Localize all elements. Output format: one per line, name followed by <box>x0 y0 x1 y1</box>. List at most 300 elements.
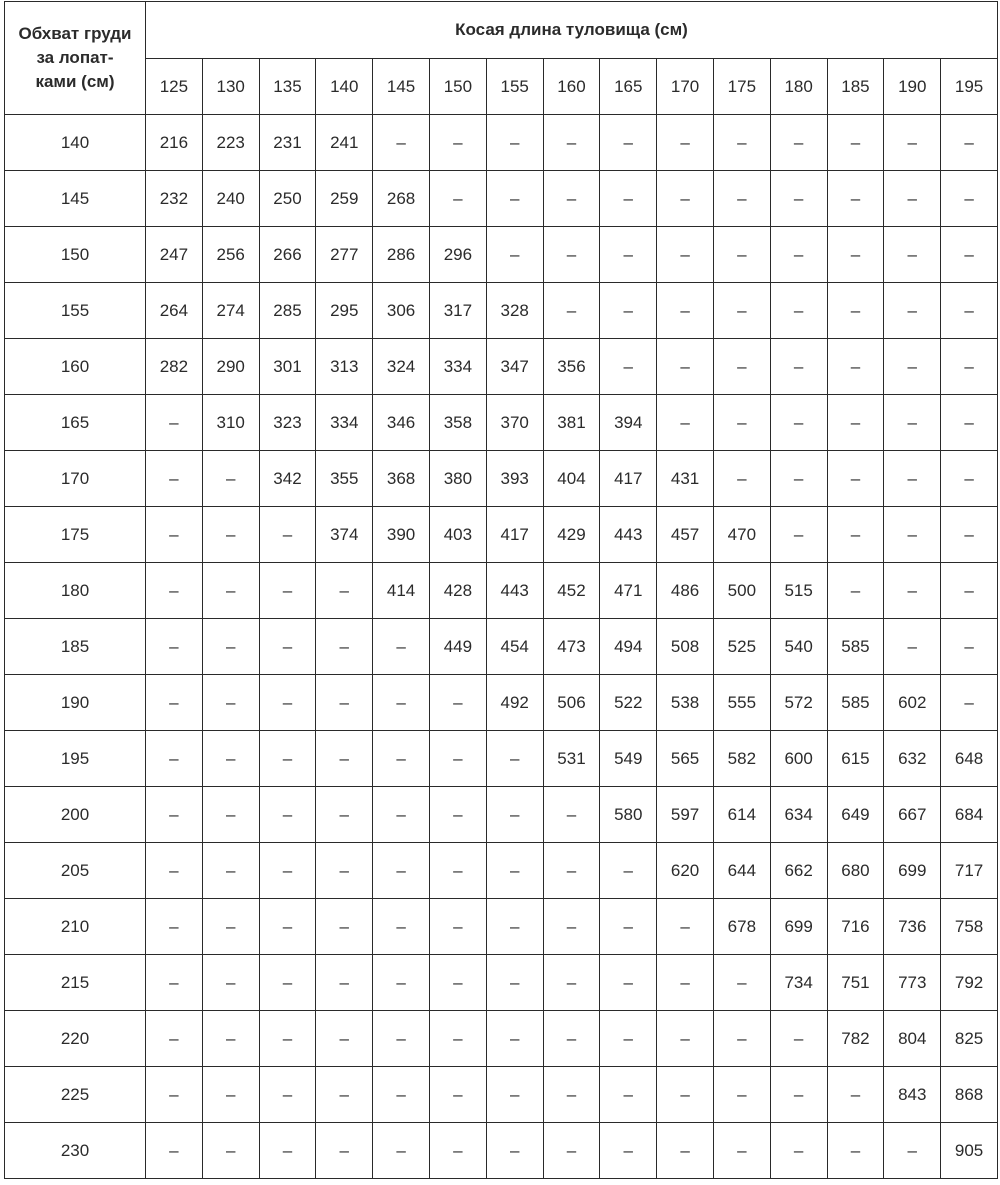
column-header: 190 <box>884 59 941 115</box>
table-cell: – <box>543 955 600 1011</box>
table-cell: 565 <box>657 731 714 787</box>
table-cell: – <box>146 787 203 843</box>
table-cell: – <box>884 115 941 171</box>
table-cell: – <box>713 283 770 339</box>
table-cell: 393 <box>486 451 543 507</box>
table-cell: – <box>600 339 657 395</box>
table-cell: – <box>600 115 657 171</box>
table-cell: – <box>486 1067 543 1123</box>
table-cell: 868 <box>941 1067 998 1123</box>
table-cell: – <box>429 955 486 1011</box>
row-label: 185 <box>5 619 146 675</box>
table-cell: – <box>202 1123 259 1179</box>
table-cell: 306 <box>373 283 430 339</box>
table-cell: – <box>316 787 373 843</box>
table-cell: 404 <box>543 451 600 507</box>
table-cell: – <box>713 339 770 395</box>
table-cell: 390 <box>373 507 430 563</box>
table-cell: – <box>657 955 714 1011</box>
row-label: 150 <box>5 227 146 283</box>
table-cell: 494 <box>600 619 657 675</box>
table-cell: – <box>941 395 998 451</box>
row-label: 220 <box>5 1011 146 1067</box>
table-cell: – <box>713 955 770 1011</box>
table-cell: – <box>884 283 941 339</box>
table-cell: 368 <box>373 451 430 507</box>
table-cell: – <box>486 1011 543 1067</box>
table-cell: – <box>316 619 373 675</box>
table-cell: – <box>202 843 259 899</box>
table-cell: 751 <box>827 955 884 1011</box>
table-cell: – <box>941 115 998 171</box>
table-cell: – <box>713 1067 770 1123</box>
table-cell: 531 <box>543 731 600 787</box>
table-cell: 500 <box>713 563 770 619</box>
table-cell: 347 <box>486 339 543 395</box>
row-axis-header: Обхват груди за лопат- ками (см) <box>5 2 146 115</box>
table-cell: – <box>202 787 259 843</box>
table-cell: 454 <box>486 619 543 675</box>
table-cell: – <box>373 619 430 675</box>
table-cell: 342 <box>259 451 316 507</box>
table-cell: 259 <box>316 171 373 227</box>
table-cell: – <box>827 395 884 451</box>
table-cell: – <box>543 227 600 283</box>
table-cell: 370 <box>486 395 543 451</box>
table-cell: 256 <box>202 227 259 283</box>
table-cell: – <box>259 843 316 899</box>
row-label: 230 <box>5 1123 146 1179</box>
table-cell: – <box>146 843 203 899</box>
column-header: 130 <box>202 59 259 115</box>
table-cell: – <box>770 1067 827 1123</box>
table-cell: – <box>884 1123 941 1179</box>
table-cell: – <box>202 507 259 563</box>
table-cell: – <box>600 843 657 899</box>
table-cell: – <box>770 451 827 507</box>
table-cell: 515 <box>770 563 827 619</box>
table-cell: 736 <box>884 899 941 955</box>
table-cell: – <box>316 843 373 899</box>
table-cell: 380 <box>429 451 486 507</box>
table-cell: – <box>486 115 543 171</box>
column-header: 195 <box>941 59 998 115</box>
table-cell: – <box>827 451 884 507</box>
table-cell: – <box>884 227 941 283</box>
table-cell: – <box>600 171 657 227</box>
table-cell: 277 <box>316 227 373 283</box>
table-cell: – <box>941 675 998 731</box>
table-cell: 662 <box>770 843 827 899</box>
table-cell: – <box>713 1123 770 1179</box>
table-cell: – <box>259 1011 316 1067</box>
table-cell: – <box>884 171 941 227</box>
table-cell: 632 <box>884 731 941 787</box>
table-row <box>5 395 998 451</box>
table-cell: 216 <box>146 115 203 171</box>
row-label: 145 <box>5 171 146 227</box>
table-cell: 572 <box>770 675 827 731</box>
table-cell: – <box>146 899 203 955</box>
table-cell: – <box>713 1011 770 1067</box>
table-cell: – <box>770 171 827 227</box>
table-cell: – <box>202 451 259 507</box>
table-cell: 317 <box>429 283 486 339</box>
table-row <box>5 1123 998 1179</box>
table-cell: 648 <box>941 731 998 787</box>
row-label: 180 <box>5 563 146 619</box>
table-cell: – <box>941 227 998 283</box>
table-cell: 582 <box>713 731 770 787</box>
table-cell: 417 <box>486 507 543 563</box>
table-cell: 508 <box>657 619 714 675</box>
column-header: 150 <box>429 59 486 115</box>
column-header-row <box>5 59 998 115</box>
table-cell: – <box>486 227 543 283</box>
row-label: 205 <box>5 843 146 899</box>
table-cell: 264 <box>146 283 203 339</box>
table-cell: – <box>259 955 316 1011</box>
table-cell: – <box>657 1011 714 1067</box>
table-cell: 843 <box>884 1067 941 1123</box>
table-cell: 678 <box>713 899 770 955</box>
table-cell: 792 <box>941 955 998 1011</box>
table-cell: – <box>486 787 543 843</box>
table-cell: 734 <box>770 955 827 1011</box>
table-row <box>5 563 998 619</box>
table-cell: – <box>202 955 259 1011</box>
table-cell: – <box>827 339 884 395</box>
row-label: 190 <box>5 675 146 731</box>
table-cell: 417 <box>600 451 657 507</box>
column-header: 125 <box>146 59 203 115</box>
table-cell: – <box>713 227 770 283</box>
table-row <box>5 787 998 843</box>
table-cell: – <box>486 955 543 1011</box>
column-header: 145 <box>373 59 430 115</box>
table-cell: – <box>316 1067 373 1123</box>
table-cell: – <box>600 283 657 339</box>
table-cell: 452 <box>543 563 600 619</box>
table-cell: – <box>202 731 259 787</box>
table-cell: – <box>941 171 998 227</box>
column-header: 140 <box>316 59 373 115</box>
table-cell: – <box>657 899 714 955</box>
table-cell: 232 <box>146 171 203 227</box>
table-cell: – <box>202 1011 259 1067</box>
table-cell: – <box>827 563 884 619</box>
table-cell: – <box>770 339 827 395</box>
table-cell: 285 <box>259 283 316 339</box>
table-cell: 334 <box>429 339 486 395</box>
table-cell: 346 <box>373 395 430 451</box>
table-cell: 649 <box>827 787 884 843</box>
table-cell: – <box>884 339 941 395</box>
table-cell: 296 <box>429 227 486 283</box>
table-cell: – <box>373 1067 430 1123</box>
table-cell: – <box>770 1123 827 1179</box>
table-cell: 355 <box>316 451 373 507</box>
table-cell: – <box>373 1123 430 1179</box>
table-cell: – <box>941 507 998 563</box>
table-cell: – <box>486 899 543 955</box>
table-cell: 825 <box>941 1011 998 1067</box>
table-cell: – <box>429 787 486 843</box>
table-cell: 241 <box>316 115 373 171</box>
table-cell: 580 <box>600 787 657 843</box>
table-cell: – <box>259 619 316 675</box>
table-cell: – <box>657 1067 714 1123</box>
table-cell: – <box>657 395 714 451</box>
table-cell: – <box>259 787 316 843</box>
table-cell: 457 <box>657 507 714 563</box>
table-row <box>5 451 998 507</box>
table-cell: – <box>770 115 827 171</box>
table-cell: – <box>713 451 770 507</box>
table-cell: – <box>941 619 998 675</box>
table-cell: 240 <box>202 171 259 227</box>
table-cell: – <box>543 899 600 955</box>
table-cell: – <box>600 899 657 955</box>
table-cell: 334 <box>316 395 373 451</box>
column-header: 135 <box>259 59 316 115</box>
table-cell: 525 <box>713 619 770 675</box>
table-cell: 782 <box>827 1011 884 1067</box>
table-cell: 231 <box>259 115 316 171</box>
table-cell: – <box>486 171 543 227</box>
table-cell: 555 <box>713 675 770 731</box>
table-cell: – <box>827 227 884 283</box>
row-label: 200 <box>5 787 146 843</box>
table-cell: – <box>202 1067 259 1123</box>
row-label: 215 <box>5 955 146 1011</box>
table-cell: – <box>316 955 373 1011</box>
table-cell: – <box>941 563 998 619</box>
table-cell: – <box>373 787 430 843</box>
table-cell: 699 <box>770 899 827 955</box>
table-cell: – <box>202 899 259 955</box>
table-cell: – <box>316 563 373 619</box>
table-cell: – <box>373 899 430 955</box>
table-cell: 804 <box>884 1011 941 1067</box>
table-cell: – <box>316 731 373 787</box>
row-label: 155 <box>5 283 146 339</box>
table-cell: – <box>884 451 941 507</box>
table-cell: – <box>259 1067 316 1123</box>
table-row <box>5 227 998 283</box>
table-cell: – <box>429 899 486 955</box>
table-cell: – <box>146 675 203 731</box>
table-cell: – <box>373 843 430 899</box>
table-cell: 602 <box>884 675 941 731</box>
table-row <box>5 283 998 339</box>
table-cell: 247 <box>146 227 203 283</box>
row-label: 195 <box>5 731 146 787</box>
measurement-table <box>4 1 998 1179</box>
table-cell: 323 <box>259 395 316 451</box>
table-cell: – <box>316 1123 373 1179</box>
table-row <box>5 843 998 899</box>
table-cell: – <box>884 563 941 619</box>
table-cell: – <box>770 283 827 339</box>
table-cell: – <box>259 899 316 955</box>
column-header: 165 <box>600 59 657 115</box>
table-row <box>5 899 998 955</box>
table-cell: – <box>202 619 259 675</box>
table-cell: 634 <box>770 787 827 843</box>
table-cell: 266 <box>259 227 316 283</box>
table-cell: – <box>259 731 316 787</box>
table-cell: 470 <box>713 507 770 563</box>
table-cell: 473 <box>543 619 600 675</box>
table-cell: – <box>600 1067 657 1123</box>
table-cell: 268 <box>373 171 430 227</box>
table-cell: – <box>884 619 941 675</box>
table-cell: – <box>600 955 657 1011</box>
table-cell: – <box>373 1011 430 1067</box>
table-cell: 615 <box>827 731 884 787</box>
table-cell: – <box>146 619 203 675</box>
table-cell: – <box>146 1011 203 1067</box>
table-cell: – <box>202 675 259 731</box>
table-cell: – <box>543 171 600 227</box>
table-cell: 295 <box>316 283 373 339</box>
table-cell: – <box>202 563 259 619</box>
table-cell: 313 <box>316 339 373 395</box>
table-cell: – <box>146 451 203 507</box>
table-cell: 492 <box>486 675 543 731</box>
table-cell: 684 <box>941 787 998 843</box>
table-cell: – <box>146 955 203 1011</box>
table-row <box>5 339 998 395</box>
table-cell: 403 <box>429 507 486 563</box>
table-cell: – <box>770 227 827 283</box>
table-cell: – <box>429 1123 486 1179</box>
table-cell: – <box>429 1067 486 1123</box>
table-cell: – <box>884 507 941 563</box>
table-cell: 585 <box>827 619 884 675</box>
row-label: 170 <box>5 451 146 507</box>
table-cell: 680 <box>827 843 884 899</box>
table-cell: 250 <box>259 171 316 227</box>
table-cell: – <box>373 115 430 171</box>
table-cell: – <box>543 1123 600 1179</box>
table-row <box>5 1067 998 1123</box>
table-cell: – <box>259 507 316 563</box>
table-cell: – <box>543 115 600 171</box>
table-cell: – <box>600 1123 657 1179</box>
table-cell: – <box>657 227 714 283</box>
table-cell: – <box>259 1123 316 1179</box>
table-cell: – <box>827 1067 884 1123</box>
table-cell: – <box>146 563 203 619</box>
table-cell: – <box>600 227 657 283</box>
table-cell: 716 <box>827 899 884 955</box>
table-cell: – <box>543 283 600 339</box>
table-cell: – <box>657 283 714 339</box>
column-header: 180 <box>770 59 827 115</box>
table-cell: – <box>713 115 770 171</box>
table-cell: – <box>429 115 486 171</box>
table-cell: – <box>827 1123 884 1179</box>
table-cell: 905 <box>941 1123 998 1179</box>
table-cell: – <box>543 1011 600 1067</box>
table-cell: 428 <box>429 563 486 619</box>
table-row <box>5 955 998 1011</box>
table-cell: 414 <box>373 563 430 619</box>
table-cell: 522 <box>600 675 657 731</box>
table-cell: – <box>373 731 430 787</box>
table-cell: 381 <box>543 395 600 451</box>
table-cell: 274 <box>202 283 259 339</box>
row-label: 165 <box>5 395 146 451</box>
table-cell: – <box>486 1123 543 1179</box>
table-cell: 758 <box>941 899 998 955</box>
table-cell: – <box>429 731 486 787</box>
table-cell: 328 <box>486 283 543 339</box>
column-header: 155 <box>486 59 543 115</box>
table-cell: 538 <box>657 675 714 731</box>
table-cell: 644 <box>713 843 770 899</box>
table-cell: 717 <box>941 843 998 899</box>
table-cell: – <box>429 171 486 227</box>
table-cell: 394 <box>600 395 657 451</box>
table-cell: – <box>941 339 998 395</box>
table-cell: – <box>884 395 941 451</box>
table-cell: – <box>259 563 316 619</box>
column-group-header: Косая длина туловища (см) <box>146 2 998 59</box>
table-cell: – <box>713 171 770 227</box>
table-cell: 358 <box>429 395 486 451</box>
table-cell: – <box>543 787 600 843</box>
table-cell: – <box>429 1011 486 1067</box>
table-row <box>5 619 998 675</box>
table-cell: – <box>657 339 714 395</box>
table-row <box>5 115 998 171</box>
table-cell: – <box>146 1067 203 1123</box>
table-cell: – <box>259 675 316 731</box>
table-cell: 356 <box>543 339 600 395</box>
table-cell: – <box>429 675 486 731</box>
table-cell: – <box>373 955 430 1011</box>
row-label: 140 <box>5 115 146 171</box>
table-cell: 549 <box>600 731 657 787</box>
table-cell: – <box>770 395 827 451</box>
table-cell: 310 <box>202 395 259 451</box>
table-cell: – <box>827 115 884 171</box>
table-cell: – <box>316 675 373 731</box>
table-cell: – <box>657 115 714 171</box>
table-cell: 374 <box>316 507 373 563</box>
table-cell: 585 <box>827 675 884 731</box>
table-cell: – <box>770 507 827 563</box>
table-cell: 699 <box>884 843 941 899</box>
table-cell: – <box>941 451 998 507</box>
column-header: 160 <box>543 59 600 115</box>
table-cell: – <box>657 1123 714 1179</box>
row-label: 175 <box>5 507 146 563</box>
table-cell: – <box>373 675 430 731</box>
table-cell: 486 <box>657 563 714 619</box>
table-cell: 223 <box>202 115 259 171</box>
table-cell: – <box>486 843 543 899</box>
table-cell: – <box>713 395 770 451</box>
table-row <box>5 1011 998 1067</box>
row-label: 225 <box>5 1067 146 1123</box>
table-cell: – <box>146 1123 203 1179</box>
table-cell: 443 <box>600 507 657 563</box>
table-cell: – <box>543 843 600 899</box>
